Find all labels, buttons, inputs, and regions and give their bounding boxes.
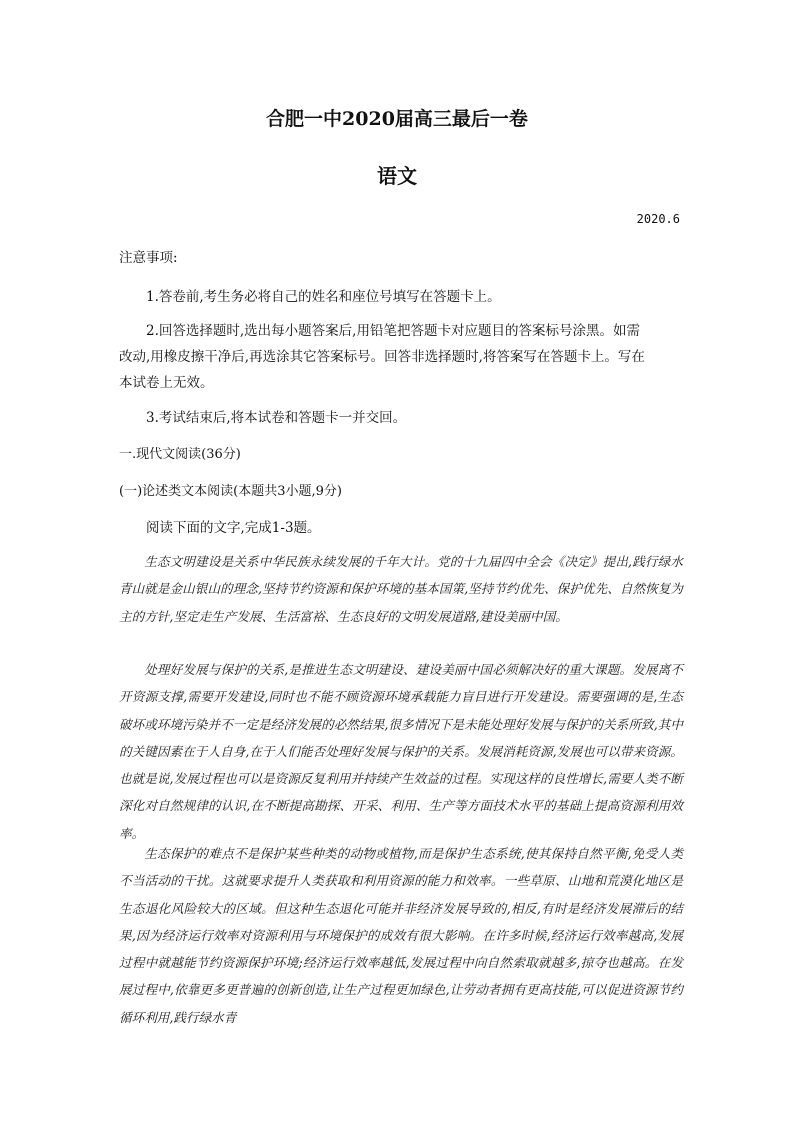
notice-item-1: 1.答卷前,考生务必将自己的姓名和座位号填写在答题卡上。 — [146, 289, 501, 305]
passage-paragraph: 处理好发展与保护的关系,是推进生态文明建设、建设美丽中国必须解决好的重大课题。发展离不开资源支撑,需要开发建设,同时也不能不顾资源环境承载能力盲目进行开发建设。需要强调的是,生态破坏或环境污染并不一定是经济发展的必然结果,很多情况下是未能处理好发展与保护的关系所致,其中的关键因素在于人自身,在于人们能否处理好发展与保护的关系。发展消耗资源,发展也可以带来资源。也就是说,发展过程也可以是资源反复利用并持续产生效益的过程。实现这样的良性增长,需要人类不断深化对自然规律的认识,在不断提高勘探、开采、利用、生产等方面技术水平的基础上提高资源利用效率。 — [119, 662, 683, 841]
reading-instruction: 阅读下面的文字,完成1-3题。 — [146, 520, 321, 536]
exam-date: 2020.6 — [636, 212, 680, 226]
notice-item-2-line-2: 改动,用橡皮擦干净后,再选涂其它答案标号。回答非选择题时,将答案写在答题卡上。写在 — [119, 349, 645, 365]
section-heading: 一.现代文阅读(36分) — [119, 447, 241, 462]
notice-item-2-line-3: 本试卷上无效。 — [119, 375, 214, 391]
notice-heading: 注意事项: — [119, 250, 178, 266]
subject-title: 语文 — [377, 164, 417, 188]
exam-title: 合肥一中2020届高三最后一卷 — [266, 108, 528, 130]
passage-paragraph: 生态文明建设是关系中华民族永续发展的千年大计。党的十九届四中全会《决定》提出,践行绿水青山就是金山银山的理念,坚持节约资源和保护环境的基本国策,坚持节约优先、保护优先、自然恢复为主的方针,坚定走生产发展、生活富裕、生态良好的文明发展道路,建设美丽中国。 — [119, 554, 683, 624]
passage-paragraph: 生态保护的难点不是保护某些种类的动物或植物,而是保护生态系统,使其保持自然平衡,免受人类不当活动的干扰。这就要求提升人类获取和利用资源的能力和效率。一些草原、山地和荒漠化地区是生态退化风险较大的区域。但这种生态退化可能并非经济发展导致的,相反,有时是经济发展滞后的结果,因为经济运行效率对资源利用与环境保护的成效有很大影响。在许多时候,经济运行效率越高,发展过程中就越能节约资源保护环境;经济运行效率越低,发展过程中向自然索取就越多,掠夺也越高。在发展过程中,依靠更多更普遍的创新创造,让生产过程更加绿色,让劳动者拥有更高技能,可以促进资源节约循环利用,践行绿水青 — [119, 846, 683, 1025]
notice-item-2-line-1: 2.回答选择题时,选出每小题答案后,用铅笔把答题卡对应题目的答案标号涂黑。如需 — [146, 323, 640, 339]
notice-item-3: 3.考试结束后,将本试卷和答题卡一并交回。 — [146, 410, 407, 426]
subsection-heading: (一)论述类文本阅读(本题共3小题,9分) — [119, 484, 342, 499]
